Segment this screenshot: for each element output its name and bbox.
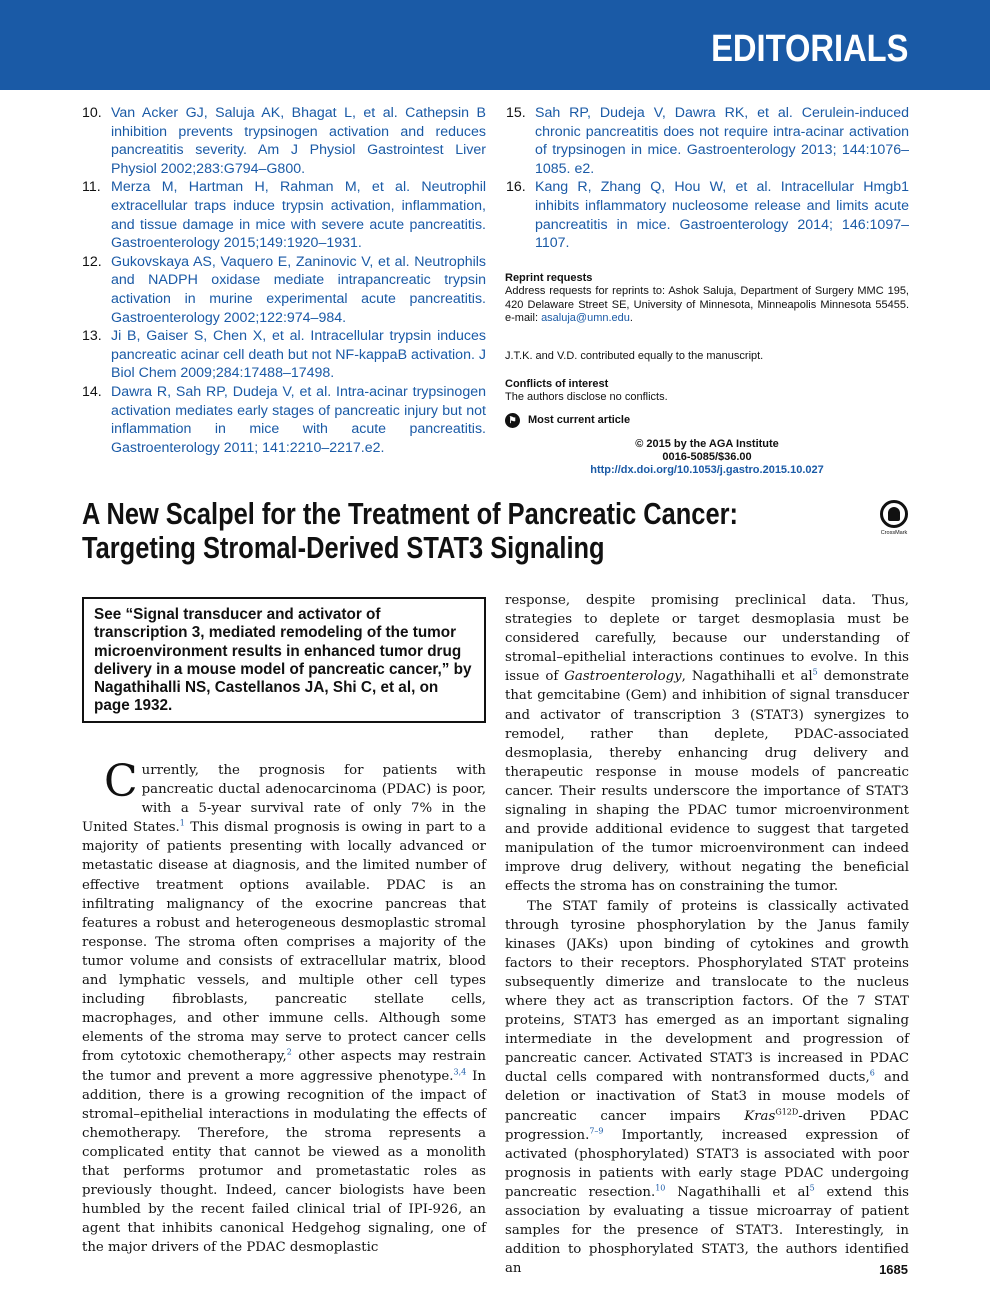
reference-item[interactable]: 14. Dawra R, Sah RP, Dudeja V, et al. Intra-acinar trypsinogen activation mediates early stages of pancreatic injury but not inflammation in mice with acute pancreatitis. Gastroenterology 2011; 141:2210–2217.e2. <box>82 383 486 456</box>
body-paragraph: The STAT family of proteins is classically activated through tyrosine phosphorylation by the Janus family kinases (JAKs) upon binding of cytokines and growth factors to their receptors. Phosphorylated STAT proteins subsequently dimerize and translocate to the nucleus where they act as transcription factors. Of the 7 STAT proteins, STAT3 has emerged as an important signaling intermediate in the development and progression of pancreatic cancer. Activated STAT3 is increased in PDAC ductal cells compared with nontransformed ducts,$^6$ and deletion or inactivation of Stat3 in mouse models of pancreatic cancer impairs Kras$^{G12D}$-driven PDAC progression.$^{7-9}$ Importantly, increased expression of activated (phosphorylated) STAT3 is associated with poor prognosis in patients with early stage PDAC undergoing pancreatic resection.$^{10}$ Nagathihalli et $al^5$ extend this association by evaluating a tissue microarray of patient samples for the presence of STAT3. Interestingly, in addition to phosphorylated STAT3, the authors identified an <box>505 898 909 1277</box>
copyright-block <box>505 438 909 477</box>
issn-line: 0016-5085/$36.00 <box>662 451 752 463</box>
conflicts-heading: Conflicts of interest <box>505 378 609 390</box>
drop-cap: C <box>104 756 138 807</box>
reference-item[interactable]: 10. Van Acker GJ, Saluja AK, Bhagat L, et al. Cathepsin B inhibition prevents trypsinogen activation and reduces pancreatitis severity. Am J Physiol Gastrointest Liver Physiol 2002;283:G794–G800. <box>82 105 486 177</box>
reference-text[interactable]: Kang R, Zhang Q, Hou W, et al. Intracellular Hmgb1 inhibits inflammatory nucleosome release and limits acute pancreatitis in mice. Gastroenterology 2014; 146:1097–1107. <box>535 179 909 252</box>
reference-list-left <box>82 104 486 457</box>
citation-link[interactable]: 7–9 <box>589 1126 604 1136</box>
reference-item[interactable]: 16. Kang R, Zhang Q, Hou W, et al. Intracellular Hmgb1 inhibits inflammatory nucleosome release and limits acute pancreatitis in mice. Gastroenterology 2014; 146:1097–1107. <box>506 179 909 252</box>
most-current-label: Most current article <box>528 413 631 426</box>
reference-item[interactable]: 12. Gukovskaya AS, Vaquero E, Zaninovic V, et al. Neutrophils and NADPH oxidase mediate intrapancreatic trypsin activation in murine experimental acute pancreatitis. Gastroenterology 2002;122:974–984. <box>82 253 486 326</box>
citation-link[interactable]: 5 <box>809 1183 815 1193</box>
page-number: 1685 <box>879 1262 908 1277</box>
section-title: EDITORIALS <box>710 28 908 70</box>
citation-link[interactable]: 6 <box>869 1068 875 1078</box>
reference-item[interactable]: 15. Sah RP, Dudeja V, Dawra RK, et al. Cerulein-induced chronic pancreatitis does not require intra-acinar activation of trypsinogen in mice. Gastroenterology 2013; 144:1076–1085. e2. <box>506 105 909 177</box>
body-paragraph: Currently, the prognosis for patients with pancreatic ductal adenocarcinoma (PDAC) is poor, with a 5-year survival rate of only 7% in the United States.$^1$ This dismal prognosis is owing in part to a majority of patients presenting with locally advanced or metastatic disease at diagnosis, and the limited number of effective treatment options available. PDAC is an infiltrating malignancy of the exocrine pancreas that features a robust and heterogeneous desmoplastic stromal response. The stroma often comprises a majority of the tumor volume and consists of extracellular matrix, blood and lymphatic vessels, and multiple other cell types including fibroblasts, pancreatic stellate cells, macrophages, and other immune cells. Although some elements of the stroma may serve to protect cancer cells from cytotoxic chemotherapy,$^2$ other aspects may restrain the tumor and prevent a more aggressive phenotype.$^{3,4}$ In addition, there is a growing recognition of the impact of stromal–epithelial interactions in modulating the effects of chemotherapy. Therefore, the stroma represents a complicated entity that cannot be viewed as a monolith that performs protumor and prometastatic roles as previously thought. Indeed, cancer biologists have been humbled by the recent failed clinical trial of IPI-926, an agent that inhibits canonical Hedgehog signaling, one of the major drivers of the PDAC desmoplastic <box>82 756 486 1256</box>
citation-link[interactable]: 10 <box>655 1183 666 1193</box>
reprint-requests: Reprint requests Address requests for reprints to: Ashok Saluja, Department of Surgery MMC 195, 420 Delaware Street SE, University of Minnesota, Minneapolis Minnesota 55455. e-mail: asaluja@umn.edu. <box>505 272 909 324</box>
reference-text[interactable]: Van Acker GJ, Saluja AK, Bhagat L, et al. Cathepsin B inhibition prevents trypsinogen activation and reduces pancreatitis severity. Am J Physiol Gastrointest Liver Physiol 2002;283:G794–G800. <box>111 105 486 177</box>
crossmark-badge[interactable] <box>877 500 911 540</box>
reference-text[interactable]: Sah RP, Dudeja V, Dawra RK, et al. Cerulein-induced chronic pancreatitis does not require intra-acinar activation of trypsinogen in mice. Gastroenterology 2013; 144:1076–1085. e2. <box>535 105 909 177</box>
conflicts-of-interest <box>505 378 909 405</box>
crossmark-label: CrossMark <box>880 530 908 536</box>
reference-list-right <box>506 104 909 253</box>
citation-link[interactable]: 5 <box>812 667 818 677</box>
conflicts-text: The authors disclose no conflicts. <box>505 391 668 404</box>
reference-text[interactable]: Dawra R, Sah RP, Dudeja V, et al. Intra-acinar trypsinogen activation mediates early stages of pancreatic injury but not inflammation in mice with acute pancreatitis. Gastroenterology 2011; 141:2210–2217.e2. <box>111 383 486 456</box>
citation-link[interactable]: 1 <box>179 818 185 828</box>
email-link[interactable]: asaluja@umn.edu <box>541 311 630 324</box>
reprint-heading: Reprint requests <box>505 272 593 284</box>
copyright-line: © 2015 by the AGA Institute <box>635 438 779 450</box>
citation-link[interactable]: 2 <box>286 1047 292 1057</box>
body-column-left <box>82 756 486 1257</box>
reference-text[interactable]: Gukovskaya AS, Vaquero E, Zaninovic V, et al. Neutrophils and NADPH oxidase mediate intrapancreatic trypsin activation in murine experimental acute pancreatitis. Gastroenterology 2002;122:974–984. <box>111 253 486 326</box>
bookmark-icon: ⚑ <box>505 413 520 428</box>
contribution-note: J.T.K. and V.D. contributed equally to the manuscript. <box>505 350 764 362</box>
doi-link[interactable]: http://dx.doi.org/10.1053/j.gastro.2015.10.027 <box>590 464 824 476</box>
reference-text[interactable]: Merza M, Hartman H, Rahman M, et al. Neutrophil extracellular traps induce trypsin activation, inflammation, and tissue damage in mice with severe acute pancreatitis. Gastroenterology 2015;149:1920–1931. <box>111 179 486 252</box>
section-banner <box>0 0 990 90</box>
reprint-text: Address requests for reprints to: Ashok Saluja, Department of Surgery MMC 195, 420 Delaware Street SE, University of Minnesota, Minneapolis Minnesota 55455. e-mail: <box>505 285 909 324</box>
reference-item[interactable]: 11. Merza M, Hartman H, Rahman M, et al. Neutrophil extracellular traps induce trypsin activation, inflammation, and tissue damage in mice with severe acute pancreatitis. Gastroenterology 2015;149:1920–1931. <box>82 179 486 252</box>
reference-item[interactable]: 13. Ji B, Gaiser S, Chen X, et al. Intracellular trypsin induces pancreatic acinar cell death but not NF-kappaB activation. J Biol Chem 2009;284:17488–17498. <box>82 328 486 382</box>
crossmark-icon <box>880 500 908 528</box>
citation-link[interactable]: 3,4 <box>453 1067 467 1077</box>
reference-text[interactable]: Ji B, Gaiser S, Chen X, et al. Intracellular trypsin induces pancreatic acinar cell death but not NF-kappaB activation. J Biol Chem 2009;284:17488–17498. <box>111 328 486 382</box>
most-current-article[interactable] <box>505 413 909 428</box>
body-column-right <box>505 591 909 1278</box>
see-related-article-box[interactable]: See “Signal transducer and activator of transcription 3, mediated remodeling of the tumor microenvironment results in enhanced tumor drug delivery in a mouse model of pancreatic cancer,” by Nagathihalli NS, Castellanos JA, Shi C, et al, on page 1932. <box>82 597 486 723</box>
body-paragraph: response, despite promising preclinical data. Thus, strategies to deplete or target desmoplasia must be considered carefully, because our understanding of stromal–epithelial interactions continues to evolve. In this issue of Gastroenterology, Nagathihalli et $al^5$ demonstrate that gemcitabine (Gem) and inhibition of signal transducer and activator of transcription 3 (STAT3) synergizes to remodel, rather than deplete, PDAC-associated desmoplasia, thereby enhancing drug delivery and therapeutic response in mouse models of pancreatic cancer. Their results underscore the importance of STAT3 signaling in shaping the PDAC tumor microenvironment and provide additional evidence to suggest that targeted manipulation of the tumor microenvironment can indeed improve drug delivery, without negating the beneficial effects the stroma has on constraining the tumor. <box>505 593 909 895</box>
article-title: A New Scalpel for the Treatment of Pancreatic Cancer: Targeting Stromal-Derived STAT3 Signaling <box>82 496 738 565</box>
